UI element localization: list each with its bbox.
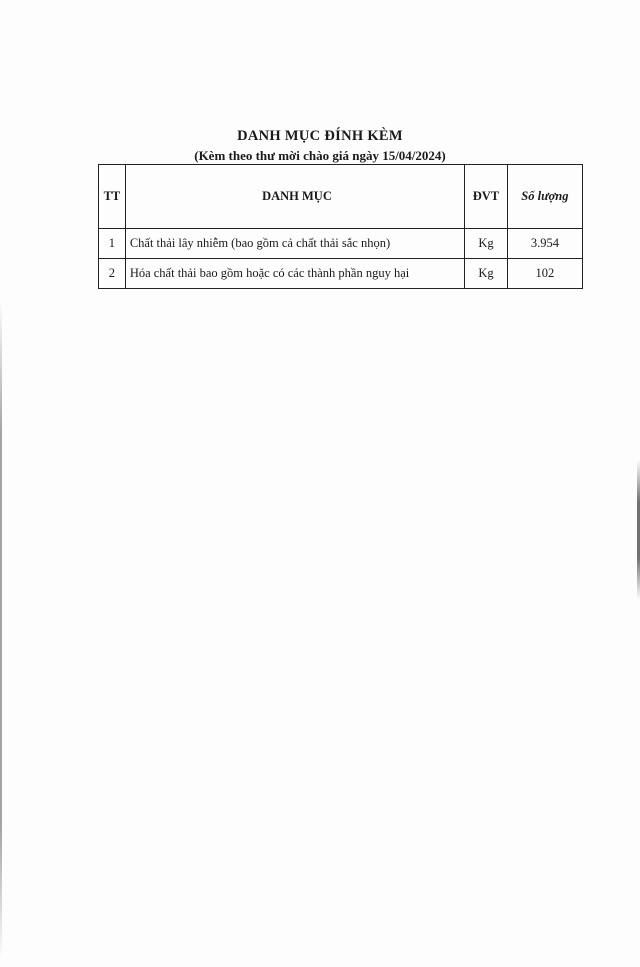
row-qty: 102 (507, 259, 582, 289)
document-title: DANH MỤC ĐÍNH KÈM (237, 128, 403, 144)
header-tt: TT (99, 165, 126, 229)
table-row (99, 229, 583, 259)
row-tt: 1 (99, 229, 126, 259)
header-name: DANH MỤC (125, 165, 464, 229)
row-tt: 2 (99, 259, 126, 289)
header-dvt: ĐVT (465, 165, 508, 229)
row-qty: 3.954 (507, 229, 582, 259)
table-header-row (99, 165, 583, 229)
table-row (99, 259, 583, 289)
document-subtitle: (Kèm theo thư mời chào giá ngày 15/04/2024) (194, 148, 446, 163)
row-name: Hóa chất thải bao gồm hoặc có các thành phần nguy hại (125, 259, 464, 289)
header-qty: Số lượng (507, 165, 582, 229)
items-table (98, 164, 583, 289)
row-dvt: Kg (465, 259, 508, 289)
row-name: Chất thải lây nhiễm (bao gồm cả chất thải sắc nhọn) (125, 229, 464, 259)
scan-edge-left (0, 300, 2, 960)
row-dvt: Kg (465, 229, 508, 259)
